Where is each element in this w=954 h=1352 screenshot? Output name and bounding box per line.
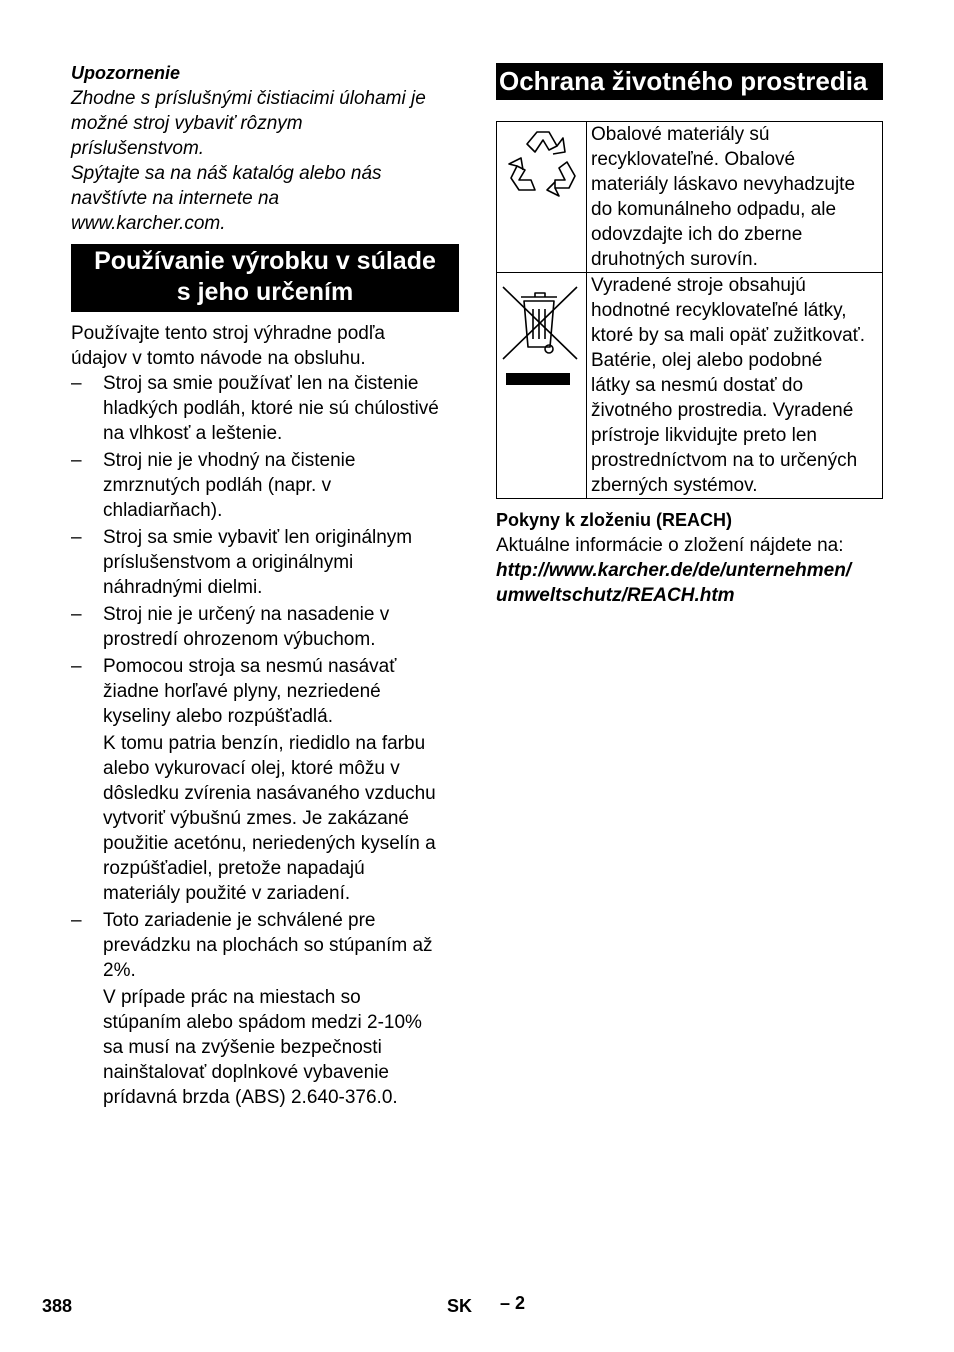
icon-cell	[497, 273, 587, 499]
list-item-continuation: K tomu patria benzín, riedidlo na farbu alebo vykurovací olej, ktoré môžu v dôsledku zvírenia nasávaného vzduchu vytvoriť výbušnú zmes. Je zakázané použitie acetónu, neriedených kyselín a rozpúšťadiel, pretože napadajú materiály použité v zariadení.	[103, 733, 436, 904]
recycle-text: Obalové materiály sú recyklovateľné. Obalové materiály láskavo nevyhadzujte do komunálneho odpadu, ale odovzdajte ich do zberne druhotných surovín.	[587, 122, 883, 273]
list-item: – Toto zariadenie je schválené pre prevádzku na plochách so stúpaním až 2%. V prípade prác na miestach so stúpaním alebo spádom medzi 2-10% sa musí na zvýšenie bezpečnosti nainštalovať doplnkové vybavenie prídavná brzda (ABS) 2.640-376.0.	[71, 908, 459, 1110]
section-number: – 2	[500, 1293, 526, 1313]
dash-bullet: –	[71, 450, 82, 471]
environment-table	[496, 121, 883, 499]
right-column	[496, 61, 883, 608]
list-item: – Stroj sa smie používať len na čistenie hladkých podláh, ktoré nie sú chúlostivé na vlhkosť a leštenie.	[71, 373, 439, 444]
list-item: – Pomocou stroja sa nesmú nasávať žiadne horľavé plyny, nezriedené kyseliny alebo rozpúšťadlá. K tomu patria benzín, riedidlo na farbu alebo vykurovací olej, ktoré môžu v dôsledku zvírenia nasávaného vzduchu vytvoriť výbušnú zmes. Je zakázané použitie acetónu, neriedených kyselín a rozpúšťadiel, pretože napadajú materiály použité v zariadení.	[71, 654, 459, 906]
table-row	[497, 273, 883, 499]
page-number: 388	[42, 1296, 73, 1316]
reach-title: Pokyny k zloženiu (REACH)	[496, 510, 733, 530]
list-item-continuation: V prípade prác na miestach so stúpaním alebo spádom medzi 2-10% sa musí na zvýšenie bezpečnosti nainštalovať doplnkové vybavenie prídavná brzda (ABS) 2.640-376.0.	[103, 987, 422, 1108]
icon-cell	[497, 122, 587, 273]
language-code: SK	[447, 1296, 473, 1316]
intro-paragraph: Používajte tento stroj výhradne podľa údajov v tomto návode na obsluhu.	[71, 323, 385, 369]
recycle-icon	[497, 122, 586, 212]
section-heading-environment: Ochrana životného prostredia	[496, 63, 883, 100]
crossed-bin-icon	[497, 273, 586, 393]
table-row	[497, 122, 883, 273]
dash-bullet: –	[71, 373, 82, 394]
dash-bullet: –	[71, 910, 82, 931]
disposal-text: Vyradené stroje obsahujú hodnotné recyklovateľné látky, ktoré by sa mali opäť zužitkovať. Batérie, olej alebo podobné látky sa nesmú dostať do životného prostredia. Vyradené prístroje likvidujte preto len prostredníctvom na to určených zberných systémov.	[587, 273, 883, 499]
note-title: Upozornenie	[71, 63, 181, 83]
left-column	[71, 61, 459, 1112]
list-item: – Stroj sa smie vybaviť len originálnym príslušenstvom a originálnymi náhradnými dielmi.	[71, 527, 413, 598]
dash-bullet: –	[71, 527, 82, 548]
list-item: – Stroj nie je určený na nasadenie v prostredí ohrozenom výbuchom.	[71, 604, 390, 650]
reach-link[interactable]: http://www.karcher.de/de/unternehmen/ umweltschutz/REACH.htm	[496, 560, 852, 606]
dash-bullet: –	[71, 656, 82, 677]
reach-text: Aktuálne informácie o zložení nájdete na:	[496, 535, 844, 556]
list-item: – Stroj nie je vhodný na čistenie zmrznutých podláh (napr. v chladiarňach).	[71, 450, 356, 521]
section-heading-intended-use: Používanie výrobku v súlade s jeho určením	[71, 244, 459, 312]
note-text: Zhodne s príslušnými čistiacimi úlohami je možné stroj vybaviť rôznym príslušenstvom. Spýtajte sa na náš katalóg alebo nás navštívte na internete na www.karcher.com.	[71, 88, 426, 234]
usage-list	[71, 371, 459, 1110]
dash-bullet: –	[71, 604, 82, 625]
